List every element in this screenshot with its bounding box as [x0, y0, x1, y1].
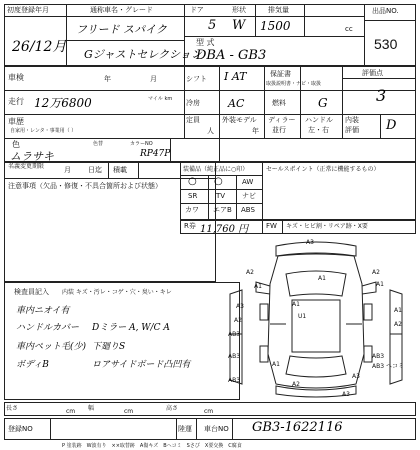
dmg-label: A2 — [246, 269, 254, 276]
mileage-label: 走行 — [8, 97, 24, 106]
dmg-label: AB3 — [228, 353, 241, 360]
shape-value: W — [232, 18, 246, 33]
legend: P 塗装跡 W波有り ××取替跡 A傷キズ Bヘコミ Sさび X要交換 C腐食 — [62, 443, 242, 449]
equip-tv: TV — [216, 192, 226, 200]
exterior-unit: 年 — [252, 127, 259, 135]
registration-label: 登録NO — [8, 425, 33, 433]
equip-aw: AW — [242, 178, 254, 186]
mileage-value: 12万6800 — [34, 96, 92, 110]
width-unit: cm — [124, 408, 134, 415]
door-label: ドア — [190, 6, 204, 14]
inspector-line-4-right: ロアサイドボード凸凹有 — [92, 360, 191, 370]
inspection-year: 年 — [104, 75, 111, 83]
equip-airbag: エアB — [213, 206, 232, 214]
recycle-label: 積載 — [113, 166, 127, 174]
equipment-label: 装備品（純正品に○印） — [183, 166, 249, 173]
dmg-label: AB3 — [372, 353, 385, 360]
dmg-label: A3 — [306, 239, 314, 246]
dmg-label: A1 — [292, 301, 300, 308]
chassis-label: 車台NO — [204, 425, 229, 433]
grade: Gジャストセレクション — [84, 48, 202, 61]
dmg-label: A1 — [254, 283, 262, 290]
dmg-label: A1 — [394, 307, 402, 314]
shape-label: 形状 — [232, 6, 246, 14]
dmg-label: A1 — [318, 275, 326, 282]
dmg-label: A2 — [234, 317, 242, 324]
ac-value: AC — [228, 97, 245, 110]
first-reg-value: 26/12月 — [12, 39, 67, 55]
handle-label: ハンドル — [305, 116, 333, 124]
handle-value: 左・右 — [308, 126, 329, 134]
dealer-value: 並行 — [272, 126, 286, 134]
listing-label: 出品NO. — [372, 7, 399, 15]
inspector-line-1-left: 車内ニオイ有 — [16, 306, 70, 316]
color-change-label: 色替 — [93, 141, 104, 147]
interior-label: 内装 — [345, 116, 359, 124]
length-unit: cm — [66, 408, 76, 415]
inspector-line-3-left: 車内ペット毛(少) — [16, 342, 87, 352]
height-unit: cm — [204, 408, 214, 415]
interior-sub: 評価 — [345, 126, 359, 134]
inspector-line-4-left: ボディB — [16, 360, 49, 370]
history-sub: 自家用・レンタ・事業用（ ） — [10, 128, 77, 134]
exterior-label: 外装モデル — [222, 116, 257, 124]
equip-check-2: ○ — [214, 176, 223, 187]
warranty-label: 保証書 — [270, 70, 291, 78]
name-change-month: 月 — [64, 166, 71, 174]
dmg-label: A3 — [342, 391, 350, 398]
door-value: 5 — [208, 18, 217, 33]
capacity-label: 定員 — [186, 116, 200, 124]
inspector-line-3-right: 下廻りS — [92, 342, 126, 352]
fuel-label: 燃料 — [272, 99, 286, 107]
displacement-label: 排気量 — [268, 6, 289, 14]
dmg-label: A2 — [372, 269, 380, 276]
fw-text: キズ・ヒビ割・リペア跡・X要 — [286, 223, 368, 230]
first-reg-label: 初度登録年月 — [7, 6, 49, 14]
interior-value: D — [386, 118, 397, 133]
height-label: 高さ — [166, 405, 179, 412]
model-code-label: 型 式 — [196, 38, 215, 47]
r-ticket-label: R券 — [184, 222, 196, 230]
displacement-value: 1500 — [260, 19, 291, 33]
dmg-label: A3 — [352, 373, 360, 380]
dmg-label: A1 — [376, 281, 384, 288]
equip-leather: カワ — [185, 206, 199, 214]
length-label: 長さ — [6, 405, 19, 412]
model-code-value: DBA - GB3 — [196, 48, 267, 63]
width-label: 幅 — [88, 405, 95, 412]
car-diagram — [216, 234, 416, 404]
inspector-checks: 内装 キズ・汚レ・コゲ・穴・臭い・キレ — [62, 289, 172, 296]
dmg-label: A1 — [272, 361, 280, 368]
fuel-value: G — [318, 96, 328, 110]
cc-unit: cc — [345, 25, 353, 33]
caution-label: 注意事項（欠品・修復・不具合箇所および状態） — [8, 182, 162, 190]
model-grade-label: 通称車名・グレード — [90, 6, 153, 14]
ac-label: 冷房 — [186, 99, 200, 107]
r-ticket-value: 11,760 円 — [200, 224, 249, 235]
shift-value: I AT — [224, 70, 247, 83]
equip-sr: SR — [188, 192, 198, 200]
capacity-unit: 人 — [207, 127, 214, 135]
inspection-month: 月 — [150, 75, 157, 83]
color-code-value: RP47P — [140, 149, 171, 159]
score-value: 3 — [376, 86, 387, 105]
fw-label: FW — [266, 222, 277, 230]
mileage-unit: マイル km — [148, 96, 173, 102]
inspector-label: 検査員記入 — [14, 288, 49, 296]
color-code-label: カラーNO — [130, 141, 153, 147]
dmg-label: A2 — [394, 321, 402, 328]
name-change-day: 日迄 — [88, 166, 102, 174]
color-value: ムラサキ — [10, 150, 54, 163]
dmg-label: A3 — [236, 303, 244, 310]
listing-value: 530 — [374, 36, 398, 52]
inspector-line-2-right: Dミラー A, W/C A — [92, 323, 170, 333]
dmg-label: AB3 — [228, 377, 241, 384]
model-name: フリード スパイク — [76, 23, 167, 36]
chassis-value: GB3-1622116 — [252, 420, 343, 435]
inspector-line-2-left: ハンドルカバー — [16, 323, 80, 333]
sales-points-label: セールスポイント（正常に機能するもの） — [266, 166, 380, 173]
score-label: 評価点 — [362, 69, 383, 77]
dealer-label: ディラー — [268, 116, 296, 124]
dmg-note: AB3 ヘコミ — [372, 363, 404, 370]
shift-label: シフト — [186, 75, 207, 83]
equip-abs: ABS — [241, 206, 255, 214]
transport-label: 陸運 — [178, 425, 192, 433]
warranty-sub: 取扱説明書・ナビ・取扱 — [266, 81, 322, 87]
history-label: 車歴 — [8, 117, 24, 126]
equip-check-1: ○ — [188, 176, 197, 187]
name-change-label: 名義変更期限 — [8, 163, 45, 170]
color-label: 色 — [12, 140, 20, 149]
dmg-label: AB3 — [228, 331, 241, 338]
dmg-label: U1 — [298, 313, 307, 320]
inspection-label: 車検 — [8, 73, 24, 82]
equip-navi: ナビ — [242, 192, 256, 200]
dmg-label: A2 — [292, 381, 300, 388]
